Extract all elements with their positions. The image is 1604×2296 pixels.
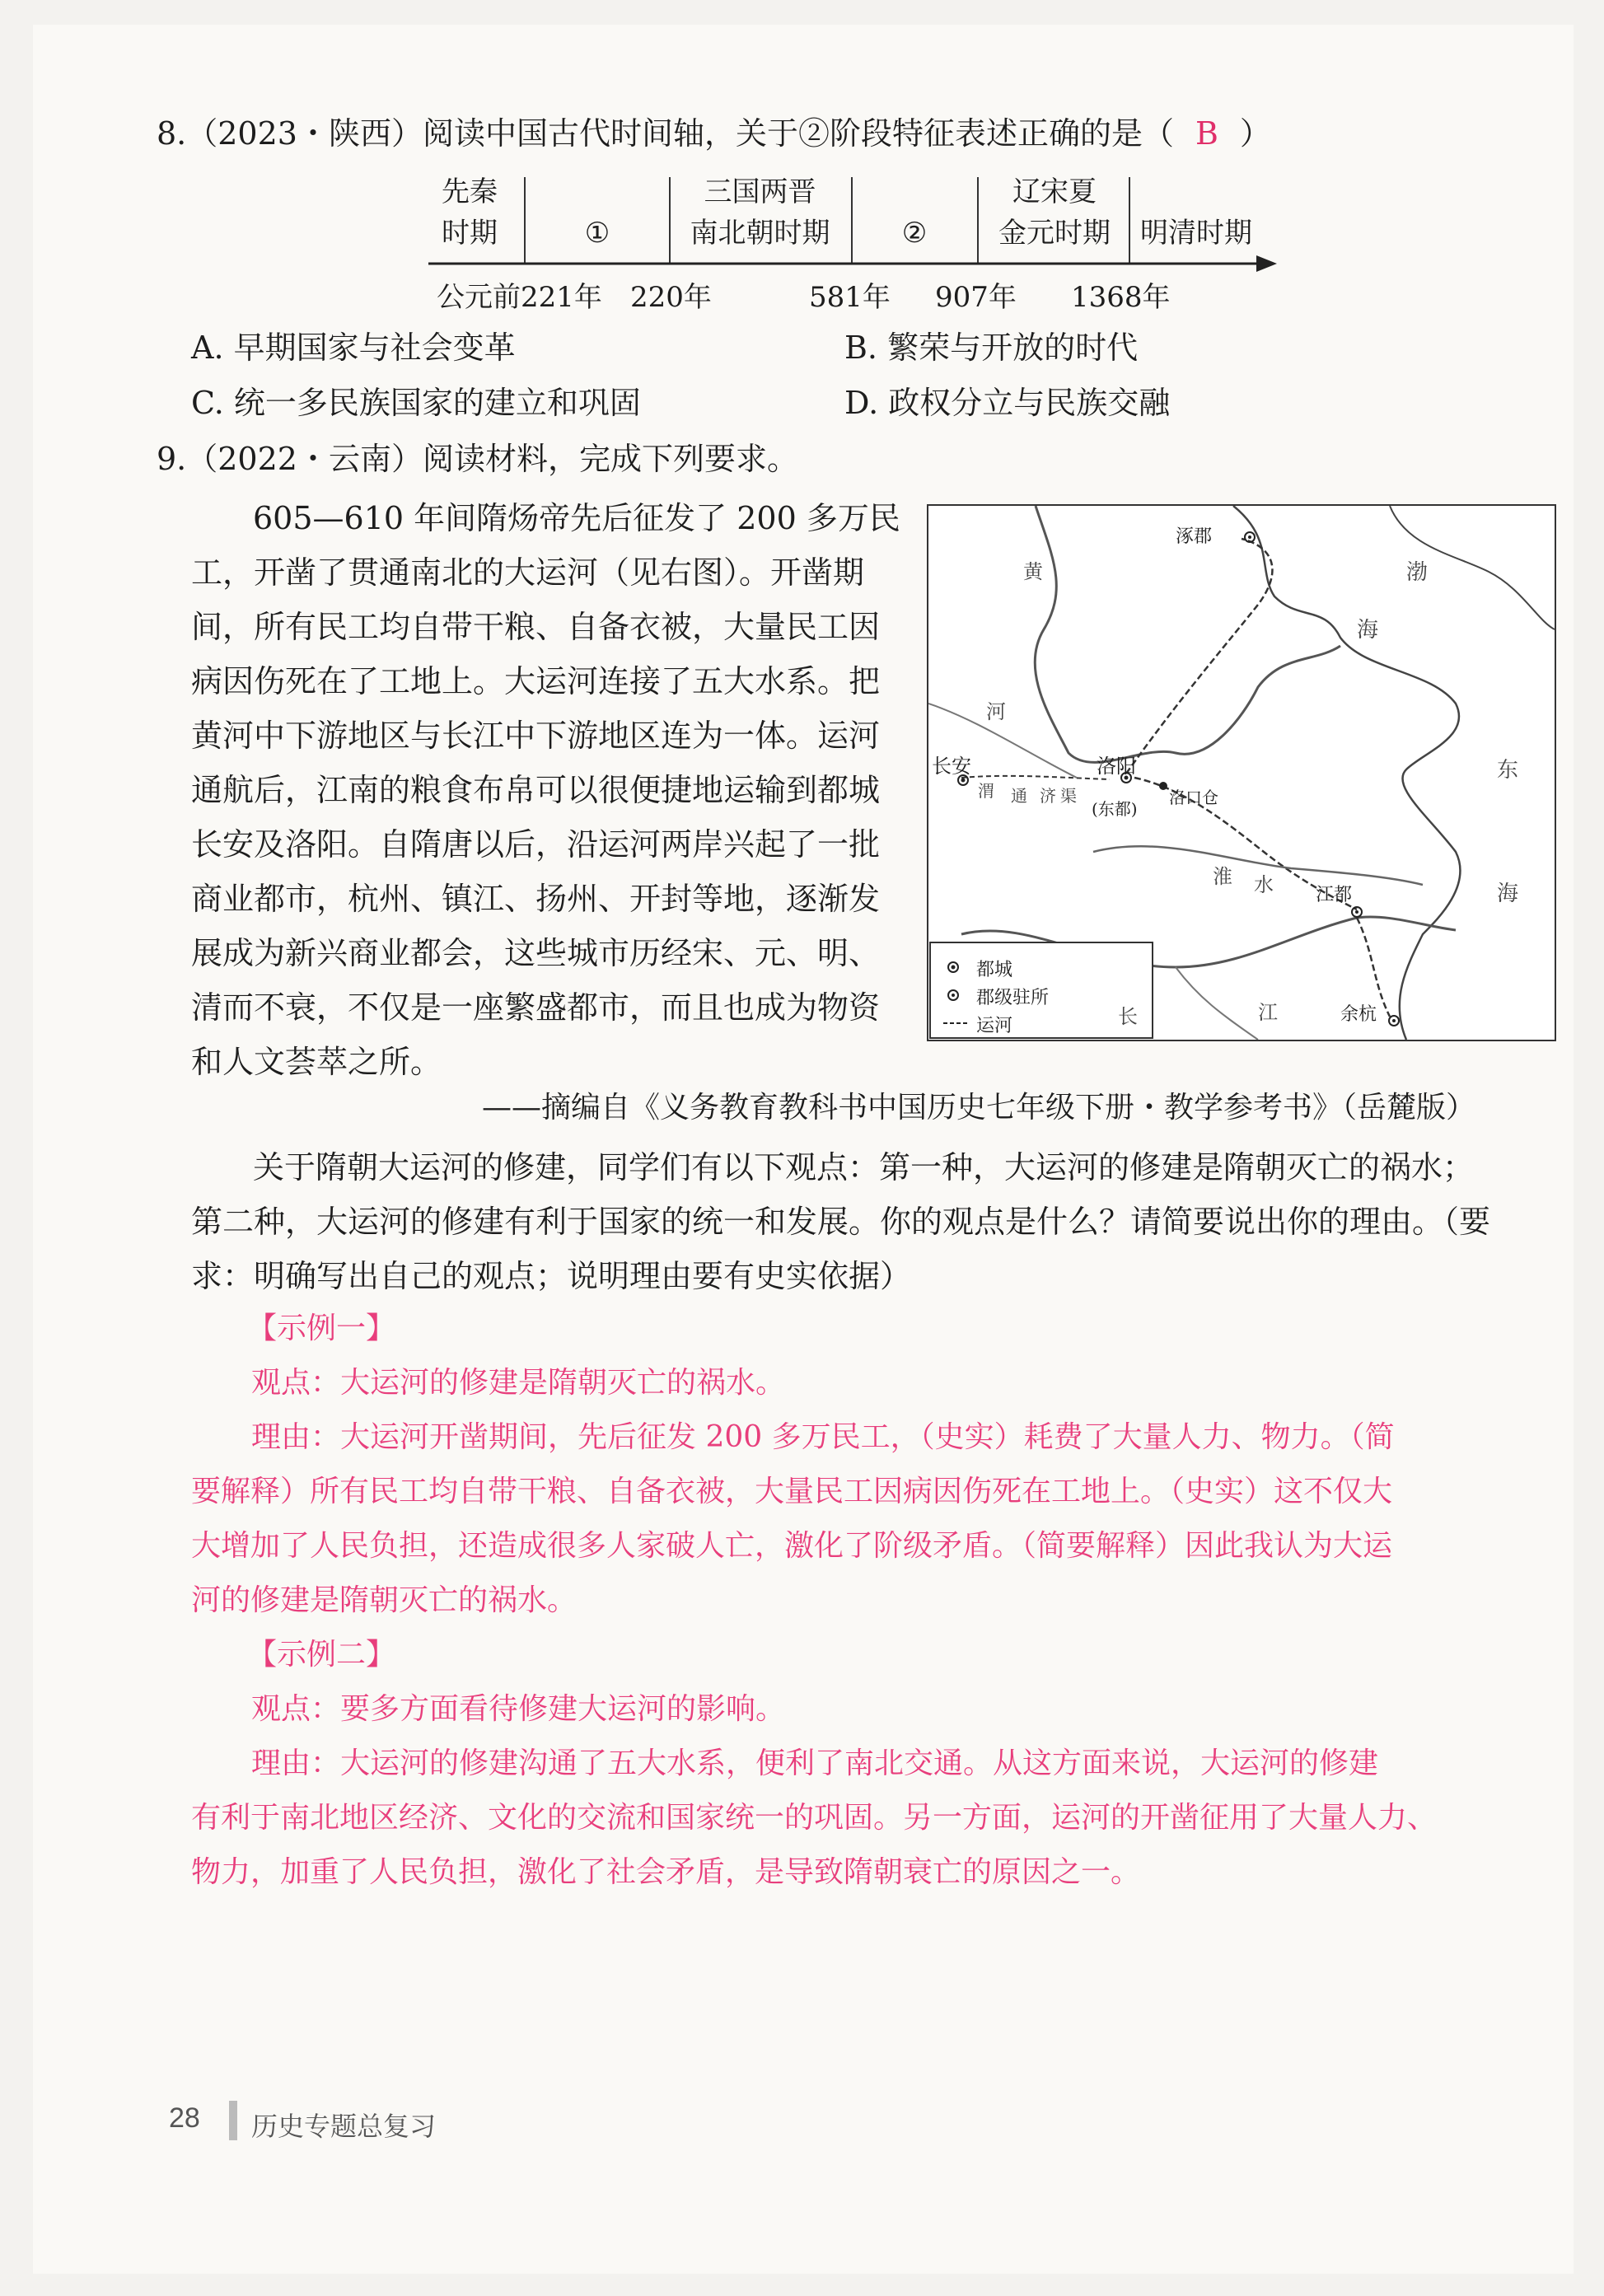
reason-line: 大增加了人民负担，还造成很多人家破人亡，激化了阶级矛盾。（简要解释）因此我认为大运 [191,1529,1393,1563]
map-label-river: 水 [1254,873,1274,896]
map-label-river: 河 [986,700,1006,723]
map-label-zhuojun: 涿郡 [1176,526,1213,547]
timeline-year: 220年 [630,281,712,314]
material-line: 工，开凿了贯通南北的大运河（见右图）。开凿期 [191,554,865,591]
timeline-cell-xianqin: 先秦 时期 [442,175,498,250]
map-label-river: 通 [1011,786,1027,806]
example2-reason [191,1737,1437,1900]
map-label-sea: 海 [1357,618,1379,643]
timeline-year: 581年 [809,281,891,314]
prompt-line: 第二种，大运河的修建有利于国家的统一和发展。你的观点是什么？请简要说出你的理由。（要 [191,1204,1491,1240]
example1-title: 【示例一】 [247,1312,396,1345]
map-graphic [928,506,1555,1040]
q8-option-a: A. 早期国家与社会变革 [191,330,516,366]
q8-option-d: D. 政权分立与民族交融 [844,385,1171,421]
map-label-river: 济 [1040,786,1056,806]
material-line: 病因伤死在了工地上。大运河连接了五大水系。把 [191,663,881,699]
material-line: 通航后，江南的粮食布帛可以很便捷地运输到都城 [191,772,881,808]
q8-stem: 8.（2023・陕西）阅读中国古代时间轴，关于②阶段特征表述正确的是（ B ） [157,115,1271,152]
map-label-river: 渭 [978,781,994,801]
example2-title: 【示例二】 [247,1638,396,1672]
timeline-cell-sanguo: 三国两晋 南北朝时期 [690,175,830,250]
map-label-sea: 渤 [1406,560,1429,585]
q9-material [191,491,916,1089]
material-line: 间，所有民工均自带干粮、自备衣被，大量民工因 [191,609,881,645]
map-label-yuhang: 余杭 [1340,1004,1377,1025]
page-number: 28 [169,2102,200,2134]
material-line: 黄河中下游地区与长江中下游地区连为一体。运河 [191,718,881,754]
map-label-changan: 长安 [932,755,971,778]
reason-line: 要解释）所有民工均自带干粮、自备衣被，大量民工因病因伤死在工地上。（史实）这不仅大 [191,1475,1393,1508]
q8-option-b: B. 繁荣与开放的时代 [844,330,1139,366]
example1-view: 观点：大运河的修建是隋朝灭亡的祸水。 [251,1366,786,1400]
map-legend-prefecture: 郡级驻所 [976,988,1050,1008]
reason-line: 有利于南北地区经济、文化的交流和国家统一的巩固。另一方面，运河的开凿征用了大量人力、 [191,1801,1438,1835]
example1-reason [191,1410,1395,1628]
map-label-river: 江 [1258,1001,1278,1024]
timeline-cell-2: ② [901,217,928,250]
map-label-dongdu: (东都) [1092,799,1138,819]
q9-stem: 9.（2022・云南）阅读材料，完成下列要求。 [157,441,798,477]
map-label-jiangdu: 江都 [1316,885,1353,905]
map-label-river: 长 [1118,1005,1138,1028]
map-legend-canal: 运河 [976,1016,1013,1036]
timeline-year: 907年 [935,281,1017,314]
map-legend-capital: 都城 [976,960,1013,980]
reason-line: 物力，加重了人民负担，激化了社会矛盾，是导致隋朝衰亡的原因之一。 [191,1855,1141,1889]
example2-view: 观点：要多方面看待修建大运河的影响。 [251,1692,786,1726]
timeline-year: 公元前221年 [437,281,602,314]
map-label-river: 渠 [1060,786,1077,806]
prompt-line: 求：明确写出自己的观点；说明理由要有史实依据） [191,1258,912,1294]
material-line: 商业都市，杭州、镇江、扬州、开封等地，逐渐发 [191,881,881,917]
q9-source: ——摘编自《义务教育教科书中国历史七年级下册・教学参考书》（岳麓版） [482,1091,1476,1125]
q8-answer: B [1195,115,1218,152]
q8-option-c: C. 统一多民族国家的建立和巩固 [191,385,641,421]
material-line: 展成为新兴商业都会，这些城市历经宋、元、明、 [191,935,881,971]
material-line: 和人文荟萃之所。 [191,1044,442,1080]
material-line: 长安及洛阳。自隋唐以后，沿运河两岸兴起了一批 [191,826,881,863]
timeline-cell-liaosong: 辽宋夏 金元时期 [998,175,1111,250]
map-label-luoyang: 洛阳 [1097,755,1136,778]
book-title: 历史专题总复习 [251,2111,437,2141]
reason-line: 理由：大运河的修建沟通了五大水系，便利了南北交通。从这方面来说，大运河的修建 [251,1747,1379,1780]
q9-prompt [191,1140,1490,1303]
material-line: 605—610 年间隋炀帝先后征发了 200 多万民 [253,500,900,536]
map-label-river: 黄 [1023,560,1043,583]
map-label-sea: 东 [1497,758,1519,783]
map-label-sea: 海 [1497,881,1519,906]
map-label-luokoucang: 洛口仓 [1169,788,1218,807]
timeline-axis [428,251,1277,276]
map-label-river: 淮 [1213,865,1232,888]
material-line: 清而不衰，不仅是一座繁盛都市，而且也成为物资 [191,989,881,1026]
timeline-cell-mingqing: 明清时期 [1140,217,1252,250]
timeline-year: 1368年 [1071,281,1171,314]
grand-canal-map [927,504,1556,1041]
footer-divider [229,2101,237,2140]
reason-line: 理由：大运河开凿期间，先后征发 200 多万民工，（史实）耗费了大量人力、物力。（简 [251,1420,1395,1454]
prompt-line: 关于隋朝大运河的修建，同学们有以下观点：第一种，大运河的修建是隋朝灭亡的祸水； [253,1149,1475,1185]
timeline-cell-1: ① [584,217,610,250]
reason-line: 河的修建是隋朝灭亡的祸水。 [191,1583,578,1617]
